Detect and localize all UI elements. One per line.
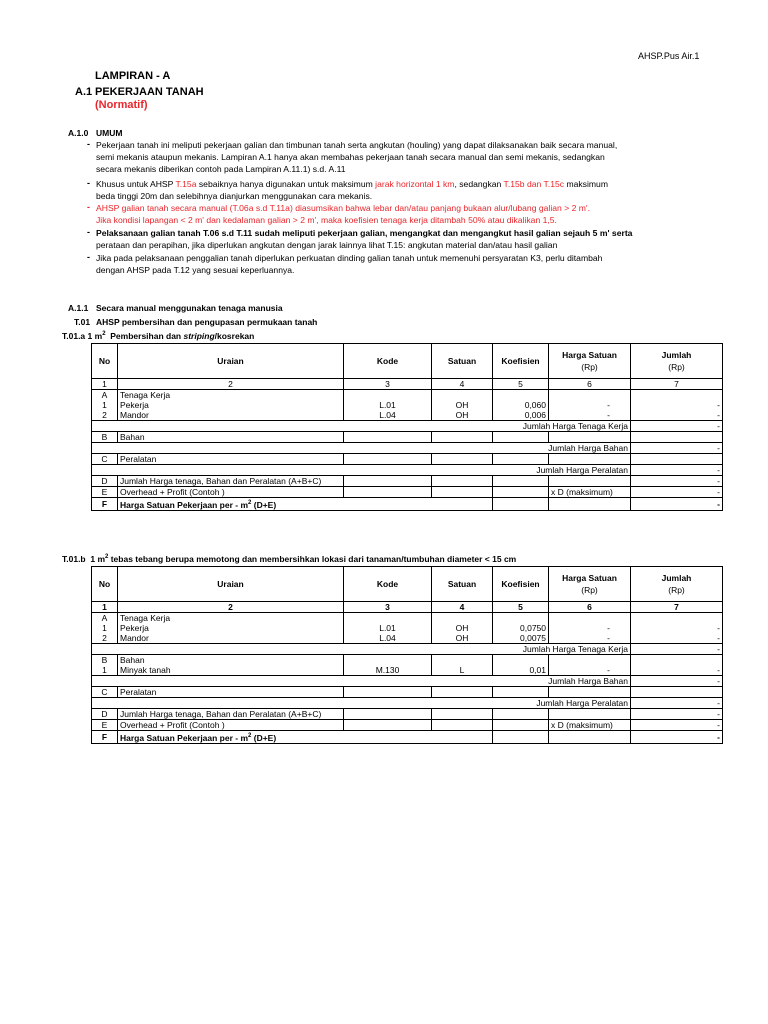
col-harga-satuan: Harga Satuan (Rp) — [549, 567, 631, 602]
umum-para2: Khusus untuk AHSP T.15a sebaiknya hanya digunakan untuk maksimum jarak horizontal 1 km, sedangkan T.15b dan T.15c maksimum beda tinggi 20m dan selebihnya dianjurkan menggunakan cara mekanis. — [96, 179, 608, 201]
ahsp-table-t01b — [91, 566, 723, 744]
section-title: PEKERJAAN TANAH — [95, 86, 204, 98]
table-row: A Tenaga Kerja — [92, 613, 723, 624]
table-header-row — [92, 567, 723, 602]
table-row: 1 Pekerja L.01 OH 0,0750 - - — [92, 623, 723, 633]
bullet: - — [87, 252, 90, 262]
umum-para1: Pekerjaan tanah ini meliputi pekerjaan galian dan timbunan tanah serta angkutan (houling) yang dapat dilaksanakan baik secara manual, semi mekanis ataupun mekanis. Lampiran A.1 hanya akan membahas pekerjaan tanah secara manual dan semi mekanis, sedangkan secara mekanis diberikan contoh pada Lampiran A.11.1) s.d. A.11 — [96, 140, 618, 174]
column-number-row: 1 2 3 4 5 6 7 — [92, 379, 723, 390]
bullet: - — [87, 139, 90, 149]
bullet: - — [87, 202, 90, 212]
section-number: A.1 — [75, 86, 93, 98]
col-satuan: Satuan — [432, 567, 493, 602]
umum-para4: Pelaksanaan galian tanah T.06 s.d T.11 sudah meliputi pekerjaan galian, mengangkat dan mengangkut hasil galian sejauh 5 m' serta perataan dan perapihan, jika diperlukan angkutan dengan jarak lainnya lihat T.15: angkutan material dan/atau hasil galian — [96, 228, 633, 250]
table-row: A Tenaga Kerja — [92, 390, 723, 401]
col-uraian: Uraian — [118, 344, 344, 379]
umum-para3: AHSP galian tanah secara manual (T.06a s.d T.11a) diasumsikan bahwa lebar dan/atau panjang bukaan alur/lubang galian > 2 m'. Jika kondisi lapangan < 2 m' dan kedalaman galian > 2 m', maka koefisien tenaga kerja ditambah 50% atau dikalikan 1,5. — [96, 203, 590, 225]
col-harga-satuan: Harga Satuan (Rp) — [549, 344, 631, 379]
subtotal-row: Jumlah Harga Peralatan - — [92, 465, 723, 476]
subtotal-row: Jumlah Harga Bahan - — [92, 676, 723, 687]
overhead-row-e: E Overhead + Profit (Contoh ) x D (maksimum) - — [92, 487, 723, 498]
col-koefisien: Koefisien — [493, 344, 549, 379]
table-row: 2 Mandor L.04 OH 0,006 - - — [92, 410, 723, 421]
t01-number: T.01 — [74, 317, 91, 327]
col-no: No — [92, 567, 118, 602]
t01-title: AHSP pembersihan dan pengupasan permukaan tanah — [96, 317, 318, 327]
t01a-heading: T.01.a 1 $m^2$ Pembersihan dan striping/kosrekan — [62, 331, 255, 341]
table-row: B Bahan — [92, 432, 723, 443]
table-row: 1 Pekerja L.01 OH 0,060 - - — [92, 400, 723, 410]
umum-number: A.1.0 — [68, 128, 89, 138]
column-number-row: 1 2 3 4 5 6 7 — [92, 602, 723, 613]
bullet: - — [87, 227, 90, 237]
subtotal-row: Jumlah Harga Peralatan - — [92, 698, 723, 709]
total-row-d: D Jumlah Harga tenaga, Bahan dan Peralatan (A+B+C) - — [92, 709, 723, 720]
a11-number: A.1.1 — [68, 303, 89, 313]
lampiran-title: LAMPIRAN - A — [95, 70, 171, 82]
a11-title: Secara manual menggunakan tenaga manusia — [96, 303, 283, 313]
total-row-d: D Jumlah Harga tenaga, Bahan dan Peralatan (A+B+C) - — [92, 476, 723, 487]
subtotal-row: Jumlah Harga Tenaga Kerja - — [92, 644, 723, 655]
col-kode: Kode — [344, 344, 432, 379]
subtotal-row: Jumlah Harga Tenaga Kerja - — [92, 421, 723, 432]
normatif-label: (Normatif) — [95, 99, 148, 111]
table-row: 1 Minyak tanah M.130 L 0,01 - - — [92, 665, 723, 676]
umum-para5: Jika pada pelaksanaan penggalian tanah diperlukan perkuatan dinding galian tanah untuk memenuhi persyaratan K3, perlu ditambah dengan AHSP pada T.12 yang sesuai keperluannya. — [96, 253, 603, 275]
col-satuan: Satuan — [432, 344, 493, 379]
table-row: C Peralatan — [92, 687, 723, 698]
table-row: 2 Mandor L.04 OH 0,0075 - - — [92, 633, 723, 644]
final-price-row-f: F Harga Satuan Pekerjaan per - $m^2$ (D+E) - — [92, 498, 723, 511]
overhead-row-e: E Overhead + Profit (Contoh ) x D (maksimum) - — [92, 720, 723, 731]
col-no: No — [92, 344, 118, 379]
col-uraian: Uraian — [118, 567, 344, 602]
table-header-row — [92, 344, 723, 379]
table-row: C Peralatan — [92, 454, 723, 465]
subtotal-row: Jumlah Harga Bahan - — [92, 443, 723, 454]
table-row: B Bahan — [92, 655, 723, 666]
umum-title: UMUM — [96, 128, 123, 138]
document-code: AHSP.Pus Air.1 — [638, 51, 700, 61]
t01b-heading: T.01.b 1 $m^2$ tebas tebang berupa memotong dan membersihkan lokasi dari tanaman/tumbuhan diameter < 15 cm — [62, 554, 517, 564]
bullet: - — [87, 178, 90, 188]
ahsp-table-t01a — [91, 343, 723, 511]
col-jumlah: Jumlah (Rp) — [631, 567, 723, 602]
col-koefisien: Koefisien — [493, 567, 549, 602]
final-price-row-f: F Harga Satuan Pekerjaan per - $m^2$ (D+E) - — [92, 731, 723, 744]
col-kode: Kode — [344, 567, 432, 602]
col-jumlah: Jumlah (Rp) — [631, 344, 723, 379]
